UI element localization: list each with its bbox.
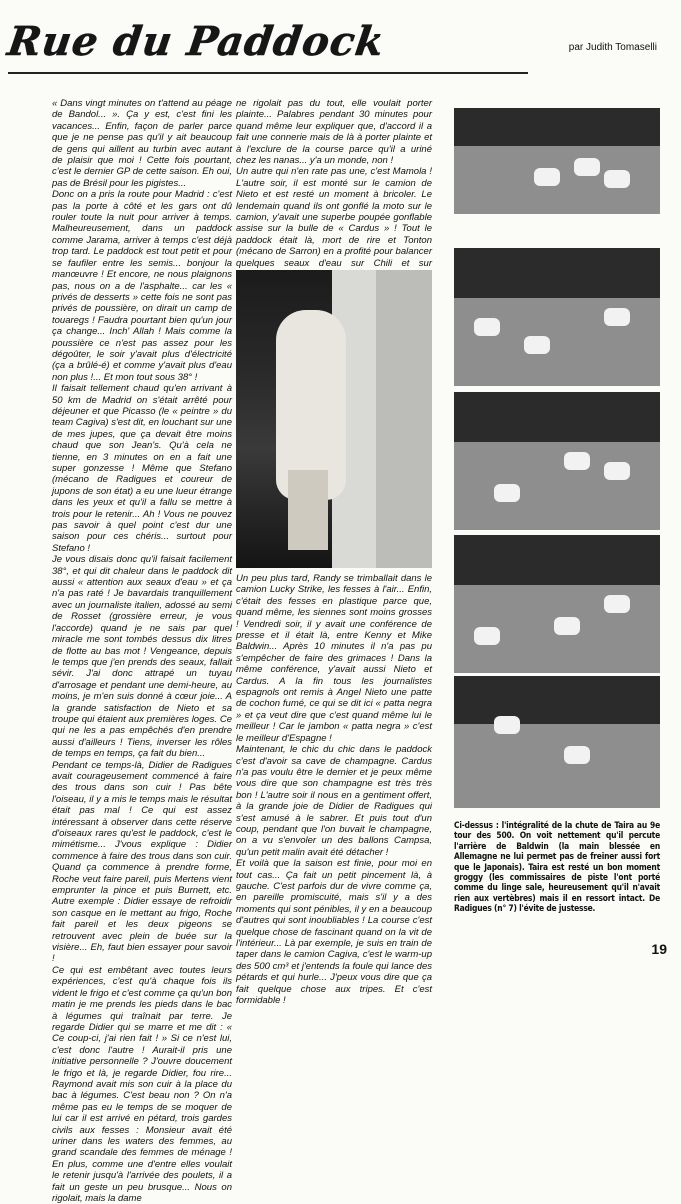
motorcycle [604,595,630,613]
paddock-photo [236,270,432,568]
motorcycle [564,452,590,470]
paragraph: ne rigolait pas du tout, elle voulait porter plainte... Palabres pendant 30 minutes pour quand même leur expliquer que, d'accord il a fait une connerie mais de là à porter plainte et à l'exclure de la course parce qu'il a uriné chez les nanas... y'a un monde, non ! [236,98,432,167]
photo-caption: Ci-dessus : l'intégralité de la chute de Taira au 9e tour des 500. On voit nettement qu'il percute l'arrière de Baldwin (la main blessée en Allemagne ne lui permet pas de freiner aussi fort que le Japonais). Taira est resté un bon moment groggy (les commissaires de piste l'ont porté comme du linge sale, heureusement qu'il n'avait rien aux vertèbres) mais il en ressort intact. De Radigues (n° 7) l'évite de justesse. [454,820,660,914]
photo-stands [454,676,660,724]
column-2-bottom [236,573,432,1007]
article-title: Rue du Paddock [4,18,388,65]
paragraph: Ce qui est embêtant avec toutes leurs expériences, c'est qu'à chaque fois ils vident le frigo et c'est comme ça qu'un bon matin je me prends les pieds dans le bac à légumes qui traînait par terre. Je regarde Didier qui se marre et me dit : « Ce coup-ci, j'ai rien fait ! » Si ce n'est lui, c'est donc l'autre ! Aurait-il pris une initiative personnelle ? J'ouvre doucement le frigo et là, je regarde Didier, fou rire... Raymond avait mis son cuir à la place du bac à légumes. C'est beau non ? On n'a même pas eu le temps de se moquer de lui car il est arrivé en pétard, trois gardes civils aux fesses : Monsieur avait été uriner dans les waters des femmes, au grand scandale des femmes de ménage ! En plus, comme une d'entre elles voulait le retenir jusqu'à l'arrivée des poulets, il a fait un geste un peu brusque... Nous on rigolait, mais la dame [52,964,232,1204]
photo-track [454,724,660,808]
title-underline [8,72,528,74]
motorcycle [574,158,600,176]
page-number: 19 [651,941,667,957]
motorcycle [564,746,590,764]
paragraph: Je vous disais donc qu'il faisait facilement 38°, et qui dit chaleur dans le paddock dit aussi « attention aux seaux d'eau » et ça n'a pas raté ! Je bavardais tranquillement avec un journaliste italien, adossé au semi de Rosset (grossière erreur, je vous l'accorde) quand je ne sais par quel miracle me sont tombés dessus dix litres de flotte au bas mot ! Vengeance, depuis le temps que j'en prends des seaux, fallait sévir. J'ai donc attrapé un tuyau d'arrosage et pendant une demi-heure, au moins, je m'en suis donné à cœur joie... A la grande satisfaction de Nieto et sa troupe qui étaient aux premières loges. Ce qui ne les a pas empêchés d'en prendre aussi d'ailleurs ! Tiens, inverser les rôles de temps en temps, ça fait du bien... [52,554,232,760]
column-2-top [236,98,432,268]
crash-photo-5 [454,676,660,808]
paragraph: Et voilà que la saison est finie, pour moi en tout cas... Ça fait un petit pincement là, à gauche. C'est parfois dur de vivre comme ça, en pareille promiscuité, mais s'il y a des moments qui sont pénibles, il y en a beaucoup d'autres qui sont inoubliables ! La course c'est quelque chose de fascinant quand on la vit de l'intérieur... Là par exemple, je suis en train de taper dans le camion Cagiva, c'est le warm-up des 500 cm³ et j'entends la foule qui lance des pétards et qui hurle... J'peux vous dire que ça fait quelque chose aux tripes. Et c'est formidable ! [236,858,432,1007]
motorcycle [604,170,630,188]
photo-door-panel [376,270,432,568]
photo-person-legs [288,470,328,550]
column-1 [52,98,232,1204]
motorcycle [554,617,580,635]
paragraph: Un autre qui n'en rate pas une, c'est Mamola ! L'autre soir, il est monté sur le camion de Nieto et est resté un moment à bricoler. Le lendemain quand ils ont gonflé la moto sur le camion, y'avait une superbe poupée gonflable assise sur la bulle de « Cardus » ! Tout le paddock était là, mort de rire et Tonton (mécano de Sarron) en a profité pour balancer quelques seaux d'eau sur Chili et sur [236,166,432,269]
photo-track [454,442,660,530]
crash-photo-2 [454,248,660,386]
motorcycle [474,627,500,645]
photo-stands [454,248,660,298]
motorcycle [494,484,520,502]
paragraph: « Dans vingt minutes on t'attend au péage de Bandol... ». Ça y est, c'est fini les vacances... Enfin, façon de parler parce que je ne pense pas qu'il y ait beaucoup de gens qui aillent au turbin avec autant de plaisir que moi ! Cette fois pourtant, c'est le dernier GP de cette saison. Eh oui, pas de Brésil pour les pigistes... [52,98,232,189]
motorcycle [604,308,630,326]
paragraph: Il faisait tellement chaud qu'en arrivant à 50 km de Madrid on s'était arrêté pour déjeuner et que Picasso (le « peintre » du team Cagiva) s'est dit, en louchant sur une de mes jupes, que ça devait être moins chaud que son Jean's. Qu'à cela ne tienne, en 3 minutes on en a fait une super gonzesse ! Même que Stefano (mécano de Radigues et coureur de jupons de son état) a eu une lueur étrange dans les yeux et qu'il a fallu se mettre à trois pour le retenir... Ah ! Vous ne pouvez pas savoir à quel point c'est dur une saison pour ces chéris... surtout pour Stefano ! [52,383,232,554]
crash-photo-3 [454,392,660,530]
motorcycle [474,318,500,336]
motorcycle [494,716,520,734]
paragraph: Pendant ce temps-là, Didier de Radigues avait courageusement commencé à faire des trous dans son cuir ! Pas bête l'oiseau, il y a mis le temps mais le résultat était pas mal ! Ce qui est assez intéressant à observer dans cette réserve d'oiseaux rares qu'est le paddock, c'est le mimétisme... J'vous explique : Didier commence à faire des trous dans son cuir. Quand ça commence à prendre forme, Roche veut faire pareil, puis Mertens vient emprunter la pince et puis Burnett, etc. Autre exemple : Didier essaye de refroidir son casque en le mettant au frigo, Roche fait pareil et les deux pigeons se retrouvent avec plein de buée sur la visière... Eh, faut bien essayer pour savoir ! [52,759,232,965]
photo-stands [454,535,660,585]
motorcycle [534,168,560,186]
photo-stands [454,392,660,442]
crash-photo-4 [454,535,660,673]
motorcycle [604,462,630,480]
crash-photo-1 [454,108,660,214]
motorcycle [524,336,550,354]
paragraph: Maintenant, le chic du chic dans le paddock c'est d'avoir sa cave de champagne. Cardus n'a pas voulu être le dernier et je peux même vous dire que son champagne est très très bon ! L'autre soir il nous en a gentiment offert, à la grande joie de Didier de Radigues qui s'est amusé à le sabrer. Et puis tout d'un coup, pendant que l'on buvait le champagne, on a vu s'envoler un des ballons Campsa, qu'un petit malin avait été détacher ! [236,744,432,858]
photo-stands [454,108,660,146]
byline: par Judith Tomaselli [568,42,657,53]
paragraph: Donc on a pris la route pour Madrid : c'est pas la porte à côté et les gars ont dû rouler toute la nuit pour arriver à temps. Malheureusement, dans un paddock comme Jarama, arriver à temps c'est déjà trop tard. Le paddock est tout petit et pour se faufiler entre les semis... bonjour la manœuvre ! Et encore, ne nous plaignons pas, nous on a de l'asphalte... car les « privés de desserts » cette fois ne sont pas privés de poussière, on dirait un camp de touaregs ! Faudra pourtant bien qu'un jour ça change... Inch' Allah ! Mais comme la poussière ce n'est pas assez pour les dégoûter, le soir y'avait plus d'électricité (ça a brûlé-é) et comme y'avait plus d'eau non plus !... Et mon tout sous 38° ! [52,189,232,383]
paragraph: Un peu plus tard, Randy se trimballait dans le camion Lucky Strike, les fesses à l'air... Enfin, c'était des fesses en plastique parce que, quand même, les siennes sont moins grosses ! Vendredi soir, il y avait une conférence de presse et il était là, entre Kenny et Mike Baldwin... Après 10 minutes il n'a pas pu s'empêcher de faire des grimaces ! Dans la même conférence, y'avait aussi Nieto et Cardus. A la fin tous les journalistes espagnols ont remis à Angel Nieto une patte de cochon fumé, ce qui se dit ici « patta negra » et ça veut dire que c'est quand même lui le meilleur ! Car le jambon « patta negra » c'est le meilleur d'Espagne ! [236,573,432,744]
